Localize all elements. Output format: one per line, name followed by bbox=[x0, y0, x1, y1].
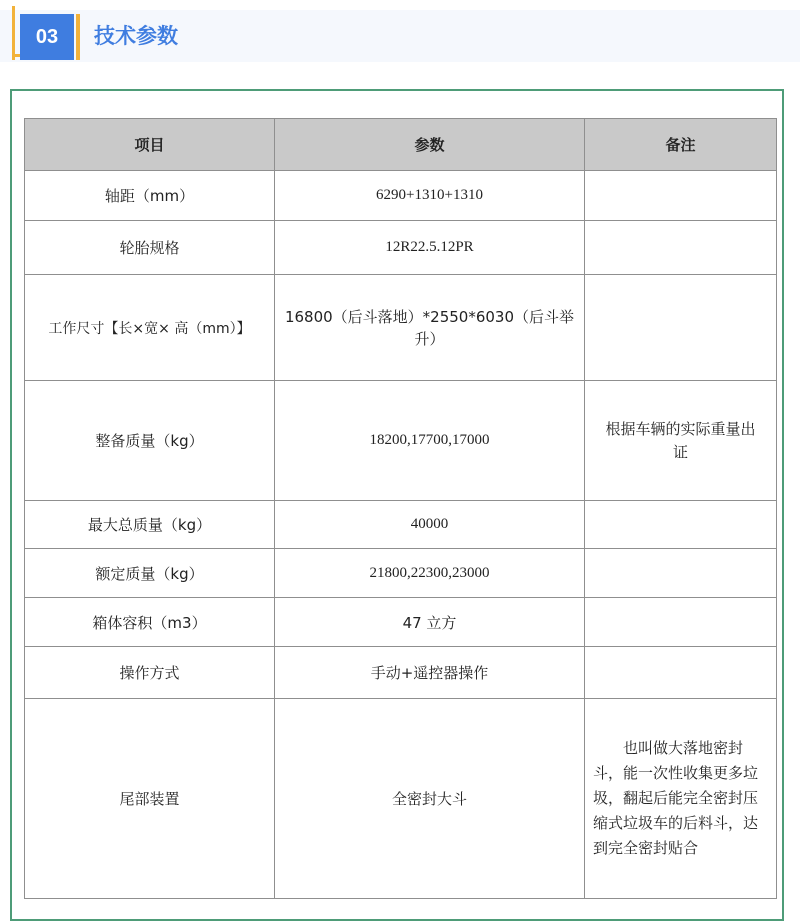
row-param: 21800,22300,23000 bbox=[275, 549, 585, 598]
row-param: 全密封大斗 bbox=[275, 699, 585, 899]
row-remark bbox=[585, 549, 777, 598]
row-param: 47 立方 bbox=[275, 598, 585, 647]
number-accent-left bbox=[12, 6, 15, 60]
table-row bbox=[25, 549, 777, 598]
header-param: 参数 bbox=[275, 119, 585, 171]
row-remark: 根据车辆的实际重量出证 bbox=[585, 381, 777, 501]
table-row bbox=[25, 171, 777, 221]
row-item: 箱体容积（m3） bbox=[25, 598, 275, 647]
table-header-row bbox=[25, 119, 777, 171]
table-row bbox=[25, 275, 777, 381]
row-remark bbox=[585, 275, 777, 381]
table-row bbox=[25, 221, 777, 275]
table-row bbox=[25, 381, 777, 501]
row-item: 整备质量（kg） bbox=[25, 381, 275, 501]
row-param: 16800（后斗落地）*2550*6030（后斗举升） bbox=[275, 275, 585, 381]
row-item: 操作方式 bbox=[25, 647, 275, 699]
row-item: 轮胎规格 bbox=[25, 221, 275, 275]
header-item: 项目 bbox=[25, 119, 275, 171]
row-item: 轴距（mm） bbox=[25, 171, 275, 221]
row-remark bbox=[585, 501, 777, 549]
table-row bbox=[25, 699, 777, 899]
row-param: 18200,17700,17000 bbox=[275, 381, 585, 501]
row-item: 额定质量（kg） bbox=[25, 549, 275, 598]
section-number: 03 bbox=[20, 14, 74, 60]
table-row bbox=[25, 598, 777, 647]
row-param: 12R22.5.12PR bbox=[275, 221, 585, 275]
row-remark: 也叫做大落地密封斗，能一次性收集更多垃圾，翻起后能完全密封压缩式垃圾车的后料斗，达到完全密封贴合 bbox=[585, 699, 777, 899]
row-remark bbox=[585, 221, 777, 275]
header-remark: 备注 bbox=[585, 119, 777, 171]
row-param: 6290+1310+1310 bbox=[275, 171, 585, 221]
row-item: 尾部装置 bbox=[25, 699, 275, 899]
row-param: 40000 bbox=[275, 501, 585, 549]
row-remark bbox=[585, 647, 777, 699]
table-row bbox=[25, 501, 777, 549]
row-item: 工作尺寸【长×宽× 高（mm）】 bbox=[25, 275, 275, 381]
table-row bbox=[25, 647, 777, 699]
number-accent-right bbox=[76, 14, 80, 60]
section-title: 技术参数 bbox=[94, 24, 178, 48]
row-param: 手动+遥控器操作 bbox=[275, 647, 585, 699]
row-remark bbox=[585, 598, 777, 647]
spec-table bbox=[24, 118, 777, 899]
row-item: 最大总质量（kg） bbox=[25, 501, 275, 549]
row-remark bbox=[585, 171, 777, 221]
